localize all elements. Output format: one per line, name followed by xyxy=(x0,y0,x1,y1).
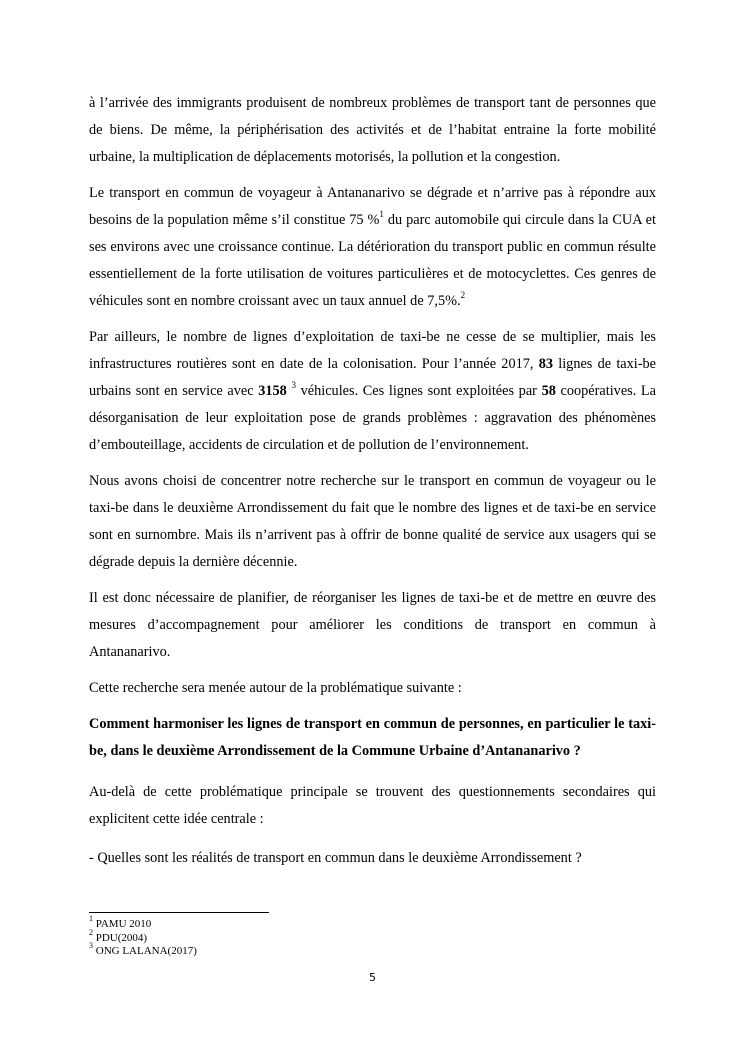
footnote-text: ONG LALANA(2017) xyxy=(93,945,197,957)
bold-lines-count: 83 xyxy=(538,356,553,372)
paragraph-problematique-intro: Cette recherche sera menée autour de la problématique suivante : xyxy=(89,680,462,696)
footnote-1 xyxy=(89,914,489,932)
footnote-ref-2: 2 xyxy=(460,290,466,301)
text-segment: Le transport en commun de voyageur à Antananarivo se dégrade et n’arrive pas à répondre aux besoins de la population même s’il constitue 75 % xyxy=(89,185,656,228)
footnote-number: 3 xyxy=(89,941,93,951)
text-segment: lignes de taxi-be urbains sont en service avec xyxy=(89,356,657,399)
text-segment: coopératives. La désorganisation de leur exploitation pose de grands problèmes : aggravation des phénomènes d’embouteillage, accidents de circulation et de pollution de l’environnement. xyxy=(89,383,657,453)
page-number: 5 xyxy=(369,971,376,984)
paragraph-planning-need: Il est donc nécessaire de planifier, de réorganiser les lignes de taxi-be et de mettre en œuvre des mesures d’accompagnement pour améliorer les conditions de transport en commun à Antananarivo. xyxy=(89,590,656,660)
paragraph-taxi-be-lines xyxy=(89,324,656,459)
footnote-separator xyxy=(89,912,269,913)
paragraph-research-focus: Nous avons choisi de concentrer notre recherche sur le transport en commun de voyageur ou le taxi-be dans le deuxième Arrondissement du fait que le nombre des lignes et de taxi-be en service sont en surnombre. Mais ils n’arrivent pas à offrir de bonne qualité de service aux usagers qui se dégrade depuis la dernière décennie. xyxy=(89,473,656,570)
paragraph-transport-degradation xyxy=(89,180,656,315)
secondary-question-1: - Quelles sont les réalités de transport en commun dans le deuxième Arrondissement ? xyxy=(89,850,582,866)
text-segment: du parc automobile qui circule dans la CUA et ses environs avec une croissance continue. La détérioration du transport public en commun résulte essentiellement de la forte utilisation de voitures particulières et de motocyclettes. Ces genres de véhicules sont en nombre croissant avec un taux annuel de 7,5%. xyxy=(89,212,656,309)
paragraph-secondary-questions: Au-delà de cette problématique principale se trouvent des questionnements secondaires qui explicitent cette idée centrale : xyxy=(89,784,656,827)
text-segment: Par ailleurs, le nombre de lignes d’exploitation de taxi-be ne cesse de se multiplier, mais les infrastructures routières sont en date de la colonisation. Pour l’année 2017, xyxy=(89,329,656,372)
text-segment: véhicules. Ces lignes sont exploitées par xyxy=(295,383,542,399)
footnote-ref-1: 1 xyxy=(379,209,384,220)
footnote-text: PAMU 2010 xyxy=(93,918,152,930)
footnote-3 xyxy=(89,941,489,959)
research-question: Comment harmoniser les lignes de transport en commun de personnes, en particulier le taxi-be, dans le deuxième Arrondissement de la Commune Urbaine d’Antananarivo ? xyxy=(89,716,656,759)
footnote-text: PDU(2004) xyxy=(93,931,148,944)
footnotes xyxy=(89,912,489,959)
footnote-number: 2 xyxy=(89,927,93,937)
paragraph-immigration: à l’arrivée des immigrants produisent de nombreux problèmes de transport tant de personnes que de biens. De même, la périphérisation des activités et de l’habitat entraine la forte mobilité urbaine, la multiplication de déplacements motorisés, la pollution et la congestion. xyxy=(89,95,656,165)
footnote-number: 1 xyxy=(89,914,93,924)
footnote-ref-3: 3 xyxy=(291,380,296,391)
bold-vehicle-count: 3158 xyxy=(258,383,287,399)
bold-cooperative-count: 58 xyxy=(541,383,556,399)
footnote-2 xyxy=(89,927,489,946)
body-text xyxy=(89,90,656,872)
